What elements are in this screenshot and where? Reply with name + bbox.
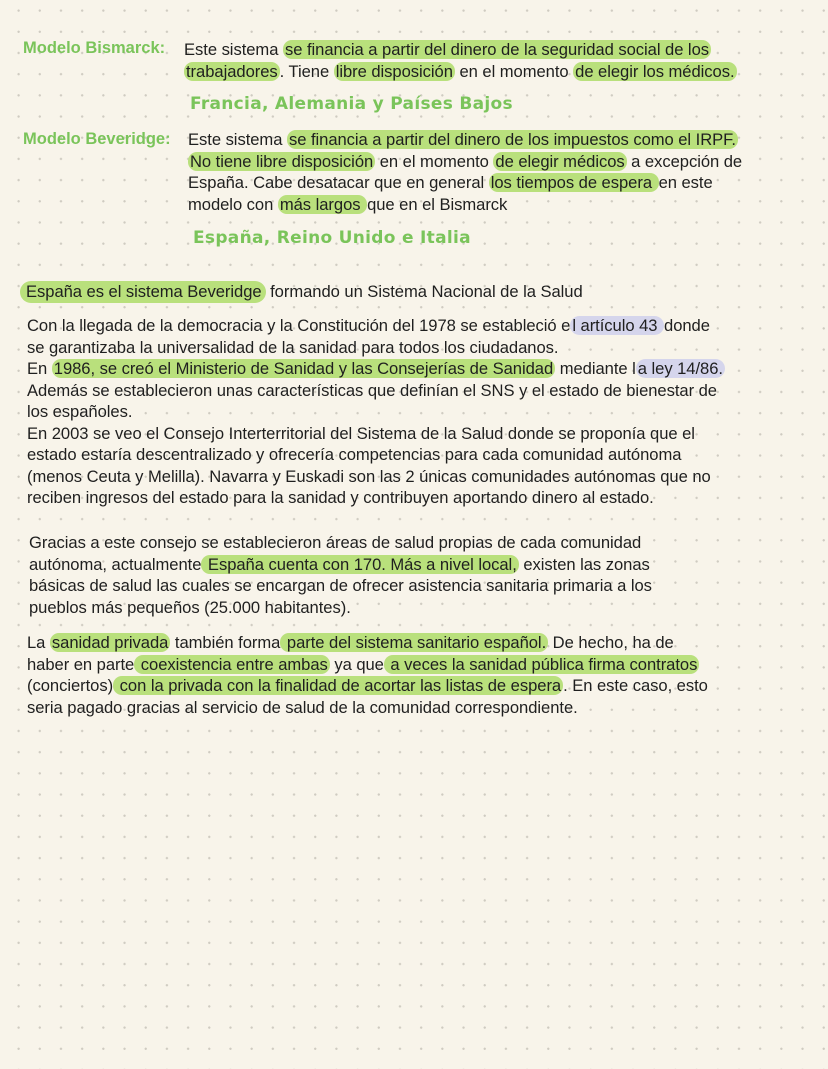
text-line (27, 466, 807, 488)
beveridge-line-3 (188, 172, 818, 194)
beveridge-countries: España, Reino Unido e Italia (193, 228, 471, 248)
spain-heading-rest: formando un Sistema Nacional de la Salud (265, 282, 583, 301)
text-line (29, 597, 809, 619)
text-run: donde (664, 316, 710, 335)
bismarck-countries: Francia, Alemania y Países Bajos (190, 94, 513, 114)
text-run: Además se establecieron unas características que definían el SNS y el estado de bienestar de (27, 380, 717, 400)
beveridge-description (188, 129, 818, 215)
bismarck-description (184, 39, 814, 82)
bismarck-label: Modelo Bismarck: (23, 39, 166, 57)
bismarck-line-2 (184, 61, 814, 83)
highlight-green: coexistencia entre ambas (136, 654, 328, 674)
text-run: (conciertos) (27, 676, 114, 695)
highlight-green: trabajadores (186, 61, 278, 81)
beveridge-label: Modelo Beveridge: (23, 130, 171, 148)
text-run: mediante l (555, 359, 636, 378)
text-line (27, 337, 807, 359)
text-line (27, 423, 807, 445)
text-line (27, 315, 807, 337)
highlight-green: libre disposición (335, 61, 453, 81)
text-run: Con la llegada de la democracia y la Constitución del 1978 se estableció e (27, 316, 571, 335)
health-areas-paragraph (29, 532, 809, 618)
text-run: reciben ingresos del estado para la sanidad y contribuyen aportando dinero al estado. (27, 488, 654, 507)
highlight-green: sanidad privada (51, 633, 169, 652)
text-run: estado estaría descentralizado y ofrecería competencias para cada comunidad autónoma (27, 445, 682, 464)
text-line (29, 575, 809, 597)
highlight-green: de elegir médicos (495, 151, 625, 171)
highlight-green: No tiene libre disposición (190, 151, 374, 171)
text-run: . En este caso, esto (563, 676, 708, 695)
text-run: en el momento (454, 61, 574, 81)
text-run: . Tiene (279, 61, 334, 81)
text-run: los españoles. (27, 402, 133, 421)
text-line (29, 532, 809, 554)
bismarck-line-1 (184, 39, 814, 61)
text-line (27, 358, 807, 380)
text-line (27, 487, 807, 509)
text-run: En (27, 359, 52, 378)
text-line (27, 654, 807, 676)
text-run: Este sistema (184, 40, 283, 59)
highlight-green: se financia a partir del dinero de la seguridad social de los (284, 40, 709, 59)
highlight-green: los tiempos de espera (490, 173, 657, 192)
text-run: en este (658, 173, 713, 192)
text-line (27, 444, 807, 466)
highlight-blue: l artículo 43 (572, 316, 663, 335)
text-line (27, 380, 807, 402)
text-run: De hecho, ha de (548, 633, 674, 652)
text-run: básicas de salud las cuales se encargan de ofrecer asistencia sanitaria primaria a los (29, 576, 652, 595)
text-run: autónoma, actualmente (29, 554, 202, 574)
text-run: existen las zonas (518, 554, 650, 574)
text-run: ya que (329, 654, 384, 674)
text-run: España. Cabe desatacar que en general (188, 173, 489, 192)
text-run: también forma (170, 633, 281, 652)
text-run: La (27, 633, 50, 652)
highlight-green: se financia a partir del dinero de los impuestos como el IRPF. (288, 130, 736, 149)
text-run: pueblos más pequeños (25.000 habitantes). (29, 597, 351, 617)
highlight-green: 1986, se creó el Ministerio de Sanidad y las Consejerías de Sanidad (53, 359, 554, 378)
text-run: modelo con (188, 194, 278, 214)
text-line (27, 697, 807, 719)
private-healthcare-paragraph (27, 632, 807, 718)
text-run: se garantizaba la universalidad de la sanidad para todos los ciudadanos. (27, 337, 559, 357)
beveridge-line-4 (188, 194, 818, 216)
highlight-blue: a ley 14/86. (637, 359, 723, 378)
highlight-green: de elegir los médicos. (575, 61, 735, 81)
highlight-green: España cuenta con 170. Más a nivel local, (203, 554, 517, 574)
text-line (27, 632, 807, 654)
text-run: a excepción de (626, 151, 743, 171)
highlight-green: a veces la sanidad pública firma contratos (385, 654, 698, 674)
text-run: haber en parte (27, 654, 135, 674)
text-run: Gracias a este consejo se establecieron áreas de salud propias de cada comunidad (29, 533, 642, 552)
text-run: En 2003 se veo el Consejo Interterritorial del Sistema de la Salud donde se proponía que el (27, 423, 695, 443)
history-paragraph (27, 315, 807, 509)
text-run: que en el Bismarck (367, 194, 508, 214)
text-run: en el momento (375, 151, 494, 171)
beveridge-line-1 (188, 129, 818, 151)
text-run: Este sistema (188, 130, 287, 149)
text-line (27, 401, 807, 423)
highlight-green: más largos (279, 194, 366, 214)
highlight-green: parte del sistema sanitario español. (282, 633, 547, 652)
spain-heading-highlight: España es el sistema Beveridge (20, 281, 266, 303)
beveridge-line-2 (188, 151, 818, 173)
text-line (29, 554, 809, 576)
text-run: (menos Ceuta y Melilla). Navarra y Euskadi son las 2 únicas comunidades autónomas que no (27, 466, 711, 486)
text-run: seria pagado gracias al servicio de salud de la comunidad correspondiente. (27, 697, 578, 717)
highlight-green: con la privada con la finalidad de acortar las listas de espera (115, 676, 562, 695)
spain-system-heading (20, 281, 583, 303)
text-line (27, 675, 807, 697)
